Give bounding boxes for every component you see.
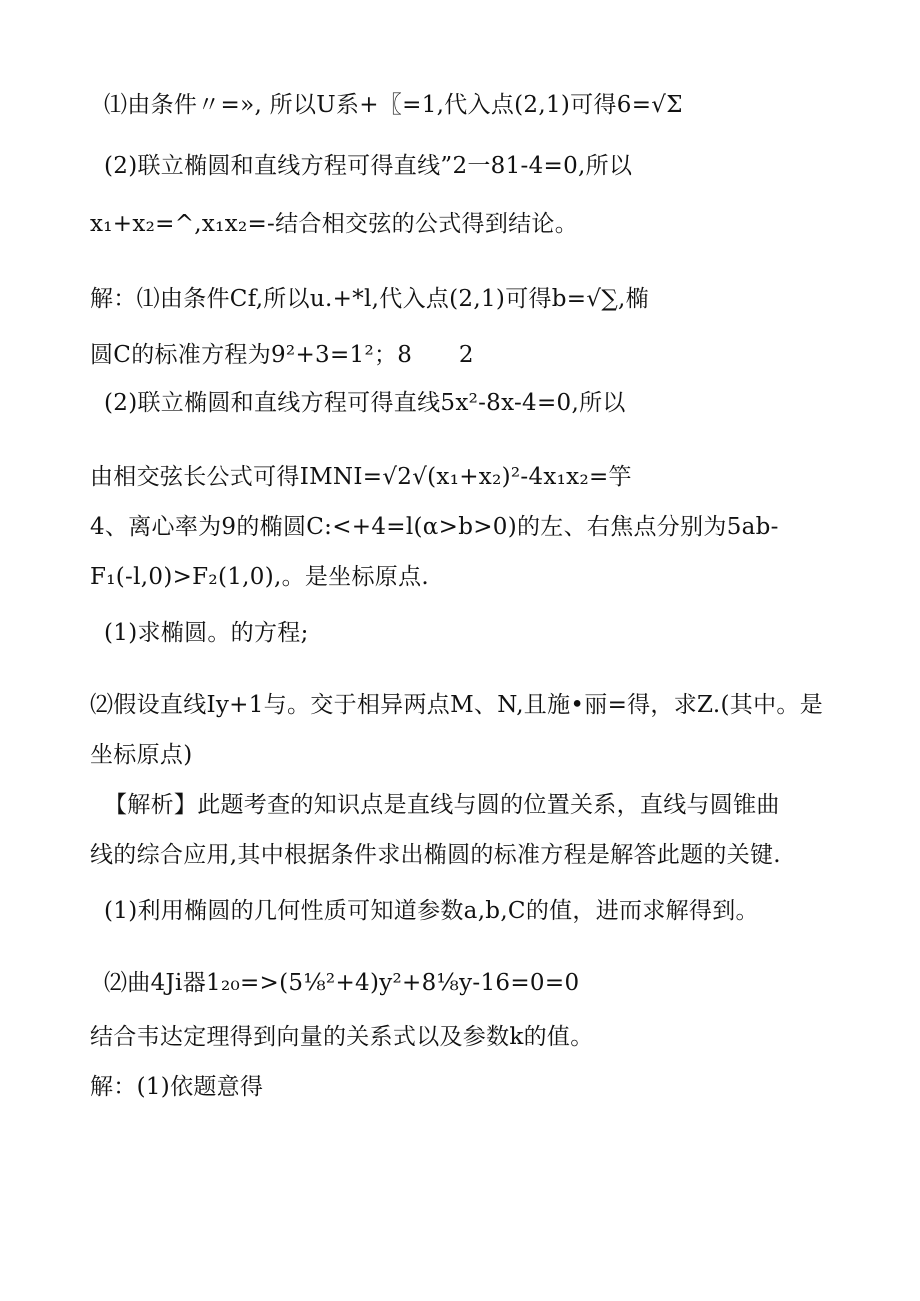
text-line-17: 结合韦达定理得到向量的关系式以及参数k的值。 — [90, 1024, 594, 1050]
text-line-5: 圆C的标准方程为9²+3=1²；8 2 — [90, 342, 474, 368]
text-line-11: ⑵假设直线Iy+1与。交于相异两点M、N,且施•丽=得，求Z.(其中。是 — [90, 692, 823, 718]
text-line-13: 【解析】此题考查的知识点是直线与圆的位置关系，直线与圆锥曲 — [104, 792, 780, 818]
text-line-6: (2)联立椭圆和直线方程可得直线5x²-8x-4=0,所以 — [104, 390, 626, 416]
text-line-15: (1)利用椭圆的几何性质可知道参数a,b,C的值，进而求解得到。 — [104, 898, 759, 924]
text-line-12: 坐标原点) — [90, 742, 193, 768]
text-line-16: ⑵曲4Ji器1₂₀=>(5⅛²+4)y²+8⅛y-16=0=0 — [104, 970, 580, 996]
text-line-8: 4、离心率为9的椭圆C:<+4=l(α>b>0)的左、右焦点分别为5ab- — [90, 514, 779, 540]
text-line-14: 线的综合应用,其中根据条件求出椭圆的标准方程是解答此题的关键. — [90, 842, 781, 868]
text-line-7: 由相交弦长公式可得IMNI=√2√(x₁+x₂)²-4x₁x₂=竽 — [90, 464, 632, 490]
text-line-3: x₁+x₂=^,x₁x₂=-结合相交弦的公式得到结论。 — [90, 211, 579, 237]
text-line-18: 解：(1)依题意得 — [90, 1074, 264, 1100]
text-line-9: F₁(-l,0)>F₂(1,0),。是坐标原点. — [90, 564, 429, 590]
text-line-2: (2)联立椭圆和直线方程可得直线”2一81-4=0,所以 — [104, 153, 633, 179]
text-line-4: 解：⑴由条件Cf,所以u.+*l,代入点(2,1)可得b=√∑,椭 — [90, 286, 649, 312]
text-line-1: ⑴由条件〃=», 所以U系+〖=1,代入点(2,1)可得6=√Σ — [104, 92, 683, 118]
text-line-10: (1)求椭圆。的方程; — [104, 620, 309, 646]
